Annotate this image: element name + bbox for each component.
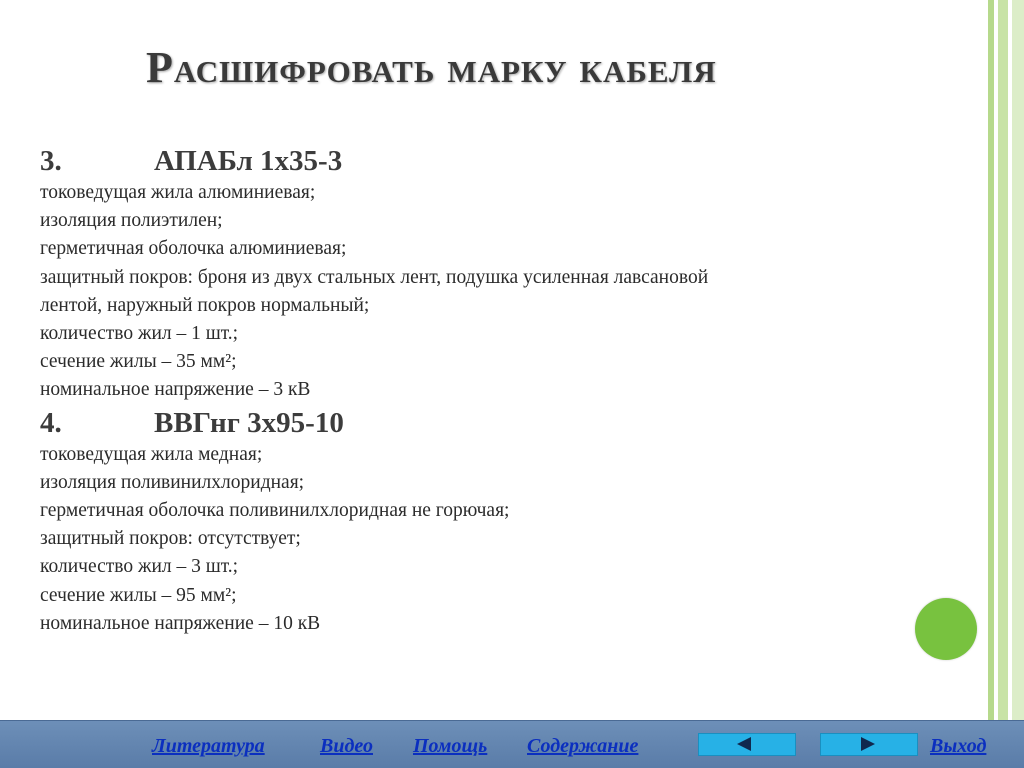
spec-line: герметичная оболочка поливинилхлоридная не горючая; — [40, 500, 510, 522]
spec-line: защитный покров: броня из двух стальных лент, подушка усиленная лавсановой — [40, 266, 709, 288]
spec-line: номинальное напряжение – 3 кВ — [40, 379, 311, 401]
literature-link[interactable]: Литература — [152, 735, 265, 757]
spec-line: изоляция поливинилхлоридная; — [40, 471, 305, 493]
decorative-circle — [915, 598, 977, 660]
spec-line: количество жил – 3 шт.; — [40, 556, 239, 578]
spec-line: сечение жилы – 95 мм²; — [40, 584, 237, 606]
spec-line: номинальное напряжение – 10 кВ — [40, 612, 321, 634]
spec-line: лентой, наружный покров нормальный; — [40, 294, 370, 316]
spec-line: изоляция полиэтилен; — [40, 210, 223, 232]
spec-line: количество жил – 1 шт.; — [40, 323, 239, 345]
side-stripe — [1012, 0, 1024, 720]
slide-content — [40, 143, 950, 638]
cable-mark: ВВГнг 3х95-10 — [154, 406, 344, 439]
next-slide-button[interactable] — [820, 733, 918, 756]
spec-line: токоведущая жила алюминиевая; — [40, 182, 316, 203]
cable-mark: АПАБл 1х35-3 — [154, 145, 343, 177]
spec-line: защитный покров: отсутствует; — [40, 528, 301, 550]
spec-line: герметичная оболочка алюминиевая; — [40, 238, 347, 260]
side-stripe — [998, 0, 1008, 720]
help-link[interactable]: Помощь — [413, 735, 488, 757]
item-number: 4. — [40, 406, 62, 439]
item-heading — [40, 405, 950, 441]
arrow-right-icon — [861, 737, 875, 751]
slide-title: Расшифровать марку кабеля — [146, 43, 717, 92]
arrow-left-icon — [737, 737, 751, 751]
contents-link[interactable]: Содержание — [527, 735, 639, 757]
spec-line: сечение жилы – 35 мм²; — [40, 351, 237, 373]
item-number: 3. — [40, 145, 62, 177]
item-heading — [40, 143, 950, 179]
exit-link[interactable]: Выход — [930, 735, 987, 757]
spec-line: токоведущая жила медная; — [40, 443, 263, 465]
previous-slide-button[interactable] — [698, 733, 796, 756]
video-link[interactable]: Видео — [320, 735, 373, 757]
